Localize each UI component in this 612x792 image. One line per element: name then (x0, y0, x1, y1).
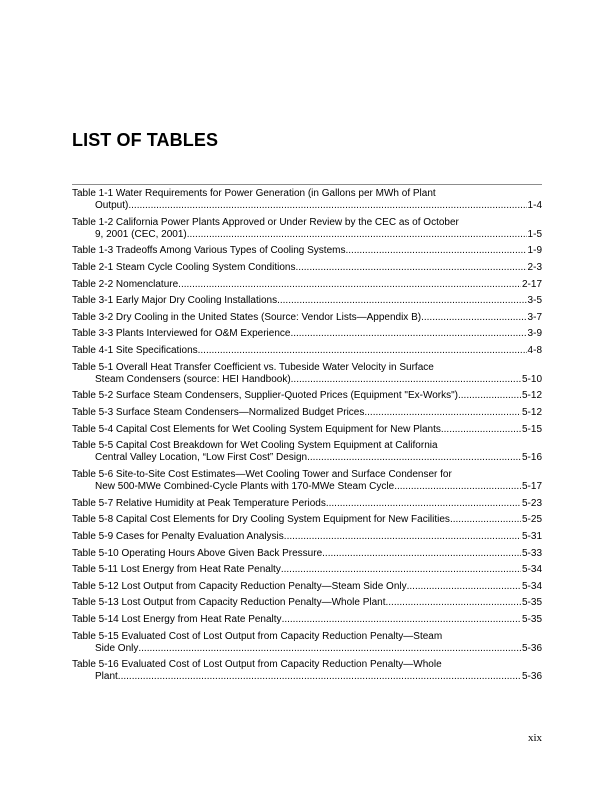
page-number: xix (527, 732, 542, 744)
toc-entry-title-line: Table 3-1 Early Major Dry Cooling Installations (72, 295, 278, 307)
toc-entry[interactable] (72, 217, 542, 241)
toc-entry-title-line: Output) (95, 200, 129, 211)
toc-entry[interactable] (72, 424, 542, 436)
dot-leader (326, 498, 521, 510)
toc-entry-line (72, 262, 542, 274)
toc-entry-line (72, 229, 542, 241)
toc-entry[interactable] (72, 469, 542, 493)
toc-entry-page: 5-25 (521, 514, 542, 526)
toc-entry-line (72, 374, 542, 386)
toc-entry-page: 2-3 (527, 261, 542, 273)
toc-entry-page: 3-5 (527, 295, 542, 307)
toc-entry-title-line: Table 5-4 Capital Cost Elements for Wet Cooling System Equipment for New Plants (72, 423, 441, 435)
toc-entry-page: 5-10 (521, 373, 542, 385)
toc-entry-title-line: Table 5-8 Capital Cost Elements for Dry Cooling System Equipment for New Facilities (72, 514, 450, 526)
toc-entry-line (72, 581, 542, 593)
dot-leader (407, 581, 521, 593)
toc-entry-page: 5-33 (521, 547, 542, 559)
toc-entry-title-line: Table 5-16 Evaluated Cost of Lost Output from Capacity Reduction Penalty—Whole (72, 659, 442, 671)
toc-entry[interactable] (72, 659, 542, 683)
dot-leader (386, 597, 521, 609)
toc-entry-line (72, 548, 542, 560)
toc-entry-page: 5-34 (521, 580, 542, 592)
toc-entry-title-line: Table 5-3 Surface Steam Condensers—Normalized Budget Prices (72, 407, 365, 419)
dot-leader (450, 514, 521, 526)
toc-entry-title-line: Table 1-1 Water Requirements for Power Generation (in Gallons per MWh of Plant (72, 188, 436, 199)
dot-leader (128, 200, 526, 212)
toc-entry-title-line: Table 1-3 Tradeoffs Among Various Types of Cooling Systems (72, 245, 346, 257)
toc-entry-page: 3-7 (527, 311, 542, 323)
dot-leader (138, 643, 521, 655)
toc-entry-title-line: Table 5-9 Cases for Penalty Evaluation Analysis (72, 530, 284, 542)
toc-entry-line (72, 328, 542, 340)
toc-entry-page: 5-23 (521, 497, 542, 509)
toc-entry-page: 1-5 (527, 228, 542, 240)
toc-entry[interactable] (72, 312, 542, 324)
title-divider (72, 184, 542, 185)
toc-entry[interactable] (72, 362, 542, 386)
toc-entry-title-line: Side Only (95, 642, 139, 654)
toc-entry[interactable] (72, 440, 542, 464)
dot-leader (118, 671, 521, 683)
list-of-tables (72, 188, 542, 688)
dot-leader (421, 312, 526, 324)
toc-entry-line (72, 614, 542, 626)
toc-entry-page: 5-12 (521, 390, 542, 402)
toc-entry-title-line: Table 5-1 Overall Heat Transfer Coefficient vs. Tubeside Water Velocity in Surface (72, 361, 434, 373)
toc-entry[interactable] (72, 597, 542, 609)
toc-entry[interactable] (72, 390, 542, 402)
toc-entry-line (72, 200, 542, 212)
toc-entry-title-line: Steam Condensers (source: HEI Handbook) (95, 373, 291, 385)
toc-entry-line (72, 424, 542, 436)
toc-entry-page: 1-9 (527, 245, 542, 257)
dot-leader (394, 481, 521, 493)
toc-entry-title-line: Table 5-6 Site-to-Site Cost Estimates—Wet Cooling Tower and Surface Condenser for (72, 468, 452, 480)
dot-leader (307, 452, 521, 464)
toc-entry[interactable] (72, 531, 542, 543)
dot-leader (322, 548, 521, 560)
toc-entry-title-line: Table 3-2 Dry Cooling in the United States (Source: Vendor Lists—Appendix B) (72, 311, 422, 323)
toc-entry-title-line: Table 1-2 California Power Plants Approved or Under Review by the CEC as of October (72, 216, 459, 228)
toc-entry-page: 3-9 (527, 328, 542, 340)
toc-entry[interactable] (72, 245, 542, 257)
toc-entry[interactable] (72, 614, 542, 626)
toc-entry[interactable] (72, 631, 542, 655)
toc-entry-page: 5-34 (521, 564, 542, 576)
toc-entry-page: 1-4 (527, 200, 542, 211)
toc-entry-line (72, 643, 542, 655)
toc-entry-title-line: Plant (95, 671, 118, 683)
toc-entry[interactable] (72, 514, 542, 526)
dot-leader (291, 374, 521, 386)
toc-entry-title-line: Table 5-2 Surface Steam Condensers, Supplier-Quoted Prices (Equipment "Ex-Works") (72, 390, 458, 402)
toc-entry-line (72, 245, 542, 257)
dot-leader (441, 424, 521, 436)
toc-entry-title-line: Table 5-10 Operating Hours Above Given Back Pressure (72, 547, 323, 559)
toc-entry-title-line: Table 5-13 Lost Output from Capacity Reduction Penalty—Whole Plant (72, 597, 386, 609)
toc-entry-title-line: Central Valley Location, “Low First Cost” Design (95, 452, 308, 464)
dot-leader (284, 531, 521, 543)
toc-entry-title-line: Table 5-5 Capital Cost Breakdown for Wet Cooling System Equipment at California (72, 440, 438, 452)
dot-leader (282, 614, 521, 626)
toc-entry-page: 5-15 (521, 423, 542, 435)
toc-entry-line (72, 514, 542, 526)
toc-entry-line (72, 390, 542, 402)
toc-entry[interactable] (72, 498, 542, 510)
toc-entry[interactable] (72, 279, 542, 291)
toc-entry[interactable] (72, 345, 542, 357)
toc-entry-line (72, 597, 542, 609)
toc-entry-title-line: Table 5-14 Lost Energy from Heat Rate Penalty (72, 614, 282, 626)
toc-entry-line (72, 671, 542, 683)
toc-entry[interactable] (72, 407, 542, 419)
dot-leader (187, 229, 527, 241)
dot-leader (178, 279, 521, 291)
toc-entry-title-line: Table 2-2 Nomenclature (72, 278, 179, 290)
dot-leader (281, 564, 521, 576)
toc-entry-page: 5-17 (521, 480, 542, 492)
dot-leader (295, 262, 526, 274)
toc-entry-page: 5-35 (521, 597, 542, 609)
toc-entry-title-line: 9, 2001 (CEC, 2001) (95, 228, 187, 240)
toc-entry[interactable] (72, 564, 542, 576)
toc-entry-page: 5-35 (521, 614, 542, 626)
toc-entry-line (72, 295, 542, 307)
dot-leader (345, 245, 526, 257)
toc-entry-page: 5-12 (521, 407, 542, 419)
toc-entry-page: 5-16 (521, 452, 542, 464)
dot-leader (277, 295, 526, 307)
toc-entry-line (72, 345, 542, 357)
toc-entry[interactable] (72, 548, 542, 560)
toc-entry-title-line: Table 3-3 Plants Interviewed for O&M Experience (72, 328, 291, 340)
toc-entry-page: 5-36 (521, 642, 542, 654)
page-title: LIST OF TABLES (72, 130, 219, 150)
toc-entry-line (72, 531, 542, 543)
toc-entry-title-line: Table 5-11 Lost Energy from Heat Rate Penalty (72, 564, 281, 576)
dot-leader (458, 390, 521, 402)
dot-leader (198, 345, 527, 357)
toc-entry[interactable] (72, 328, 542, 340)
toc-entry-line (72, 498, 542, 510)
toc-entry-title-line: New 500-MWe Combined-Cycle Plants with 170-MWe Steam Cycle (95, 480, 395, 492)
toc-entry[interactable] (72, 581, 542, 593)
toc-entry-title-line: Table 4-1 Site Specifications (72, 345, 198, 357)
toc-entry-line (72, 279, 542, 291)
toc-entry-page: 5-36 (521, 671, 542, 683)
toc-entry-line (72, 407, 542, 419)
toc-entry-line (72, 564, 542, 576)
dot-leader (290, 328, 526, 340)
toc-entry-line (72, 312, 542, 324)
toc-entry[interactable] (72, 295, 542, 307)
toc-entry-title-line: Table 2-1 Steam Cycle Cooling System Conditions (72, 261, 296, 273)
toc-entry-title-line: Table 5-15 Evaluated Cost of Lost Output from Capacity Reduction Penalty—Steam (72, 630, 443, 642)
toc-entry[interactable] (72, 188, 542, 212)
toc-entry[interactable] (72, 262, 542, 274)
toc-entry-page: 2-17 (521, 278, 542, 290)
dot-leader (364, 407, 521, 419)
toc-entry-title-line: Table 5-12 Lost Output from Capacity Reduction Penalty—Steam Side Only (72, 580, 407, 592)
toc-entry-line (72, 452, 542, 464)
toc-entry-line (72, 481, 542, 493)
toc-entry-page: 5-31 (521, 530, 542, 542)
toc-entry-page: 4-8 (527, 345, 542, 357)
toc-entry-title-line: Table 5-7 Relative Humidity at Peak Temperature Periods (72, 497, 326, 509)
